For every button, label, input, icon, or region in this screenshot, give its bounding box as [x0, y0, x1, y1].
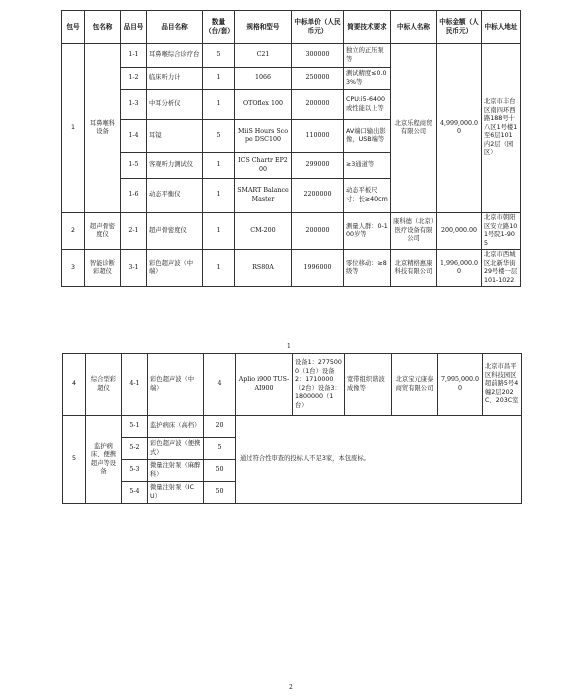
table-row: [62, 250, 521, 287]
item-code: 3-1: [121, 250, 147, 287]
col-header-item-no: 品目号: [121, 11, 147, 44]
item-qty: 4: [204, 354, 236, 416]
package-no: 4: [63, 354, 86, 416]
package-name: 智能诊断彩超仪: [85, 250, 121, 287]
award-amount: 200,000.00: [437, 213, 482, 250]
col-header-quantity: 数量（台/套）: [203, 11, 235, 44]
item-name: 监护病床（高档）: [148, 416, 204, 438]
item-model: 1066: [235, 68, 292, 90]
award-table-page-2: [62, 353, 522, 504]
item-qty: 50: [204, 482, 236, 504]
item-price: 300000: [292, 44, 344, 68]
package-no: 2: [62, 213, 85, 250]
item-name: 彩色超声波（便携式）: [148, 438, 204, 460]
item-tech: CPU:i5-6400 或性能以上等: [344, 90, 391, 120]
package-name: 超声骨密度仪: [85, 213, 121, 250]
package-no: 5: [63, 416, 86, 504]
col-header-model: 规格和型号: [235, 11, 292, 44]
item-tech: 测量人群：0-100岁等: [344, 213, 391, 250]
item-tech: 动态平板尺寸：长≥40cm: [344, 179, 391, 213]
item-code: 1-3: [121, 90, 147, 120]
item-code: 1-6: [121, 179, 147, 213]
item-qty: 1: [203, 213, 235, 250]
item-name: 临床听力计: [147, 68, 203, 90]
item-name: 耳镜: [147, 120, 203, 153]
award-table-page-1: [61, 10, 521, 287]
winner-name: 北京宝元康泰商贸有限公司: [392, 354, 438, 416]
package-name: 耳鼻喉科设备: [85, 44, 121, 213]
item-name: 耳鼻喉综合诊疗台: [147, 44, 203, 68]
item-code: 4-1: [122, 354, 148, 416]
package-name: 监护病床、便携超声等设备: [86, 416, 122, 504]
col-header-unit-price: 中标单价（人民币元）: [292, 11, 344, 44]
item-price: 250000: [292, 68, 344, 90]
item-code: 5-3: [122, 460, 148, 482]
page-number: 2: [289, 684, 293, 691]
winner-name: 康科德（北京）医疗设备有限公司: [391, 213, 437, 250]
item-qty: 20: [204, 416, 236, 438]
col-header-winner: 中标人名称: [391, 11, 437, 44]
item-tech: AV端口输出影像，USB端等: [344, 120, 391, 153]
item-tech: ≥3通道等: [344, 153, 391, 179]
item-code: 1-2: [121, 68, 147, 90]
item-qty: 1: [203, 250, 235, 287]
item-qty: 5: [203, 120, 235, 153]
item-model: C21: [235, 44, 292, 68]
winner-address: 北京市丰台区南四环西路188号十八区1号楼1至6层101内2层（园区）: [482, 44, 521, 213]
item-name: 彩色超声波（中端）: [148, 354, 204, 416]
col-header-tech-req: 简要技术要求: [344, 11, 391, 44]
item-price: 2200000: [292, 179, 344, 213]
item-model: Aplio i900 TUS-AI900: [236, 354, 293, 416]
col-header-amount: 中标金额（人民币元）: [437, 11, 482, 44]
item-code: 1-1: [121, 44, 147, 68]
item-name: 客观听力测试仪: [147, 153, 203, 179]
item-model: RS80A: [235, 250, 292, 287]
col-header-address: 中标人地址: [482, 11, 521, 44]
item-name: 超声骨密度仪: [147, 213, 203, 250]
page-number: 1: [287, 343, 291, 350]
failed-bid-note: 通过符合性审查的投标人不足3家，本包废标。: [236, 416, 522, 504]
award-amount: 4,999,000.00: [437, 44, 482, 213]
item-model: SMART Balance Master: [235, 179, 292, 213]
item-price: 299000: [292, 153, 344, 179]
header-row: [62, 11, 521, 44]
package-name: 综合型彩超仪: [86, 354, 122, 416]
winner-address: 北京市朝阳区安立路101号院1-905: [482, 213, 521, 250]
package-no: 1: [62, 44, 85, 213]
item-qty: 1: [203, 179, 235, 213]
col-header-package-no: 包号: [62, 11, 85, 44]
table-row: [63, 354, 522, 416]
item-qty: 5: [203, 44, 235, 68]
item-price: 设备1：2775000（1台）设备2：1710000（2台）设备3：1800000（1台）: [293, 354, 345, 416]
item-qty: 1: [203, 153, 235, 179]
award-amount: 1,996,000.00: [437, 250, 482, 287]
table-row: [63, 416, 522, 438]
item-name: 动态平衡仪: [147, 179, 203, 213]
winner-name: 北京精格惠康科技有限公司: [391, 250, 437, 287]
item-qty: 1: [203, 68, 235, 90]
award-amount: 7,995,000.00: [438, 354, 483, 416]
item-model: OTOflex 100: [235, 90, 292, 120]
item-code: 1-5: [121, 153, 147, 179]
item-code: 5-4: [122, 482, 148, 504]
item-price: 1996000: [292, 250, 344, 287]
item-tech: 宽带组织谐波成像等: [345, 354, 392, 416]
item-qty: 1: [203, 90, 235, 120]
item-code: 2-1: [121, 213, 147, 250]
item-name: 微量注射泵（麻醉科）: [148, 460, 204, 482]
item-name: 微量注射泵（ICU）: [148, 482, 204, 504]
item-code: 5-2: [122, 438, 148, 460]
item-price: 200000: [292, 213, 344, 250]
winner-address: 北京市昌平区科技园区超前路5号4幢2层202C、203C室: [483, 354, 522, 416]
table-row: [62, 213, 521, 250]
item-qty: 5: [204, 438, 236, 460]
item-price: 110000: [292, 120, 344, 153]
item-code: 1-4: [121, 120, 147, 153]
item-tech: 零位移动：≥8级等: [344, 250, 391, 287]
package-no: 3: [62, 250, 85, 287]
item-price: 200000: [292, 90, 344, 120]
item-qty: 50: [204, 460, 236, 482]
winner-address: 北京市西城区北新华街29号楼一层101-1022: [482, 250, 521, 287]
table-row: [62, 44, 521, 68]
item-model: MiiS Hours Scope DSC100: [235, 120, 292, 153]
col-header-package-name: 包名称: [85, 11, 121, 44]
col-header-item-name: 品目名称: [147, 11, 203, 44]
item-model: CM-200: [235, 213, 292, 250]
item-name: 中耳分析仪: [147, 90, 203, 120]
item-tech: 测试精度≤0.03%等: [344, 68, 391, 90]
item-tech: 独立的正压泵等: [344, 44, 391, 68]
winner-name: 北京乐程商贸有限公司: [391, 44, 437, 213]
item-name: 彩色超声波（中端）: [147, 250, 203, 287]
item-code: 5-1: [122, 416, 148, 438]
item-model: ICS Chartr EP200: [235, 153, 292, 179]
